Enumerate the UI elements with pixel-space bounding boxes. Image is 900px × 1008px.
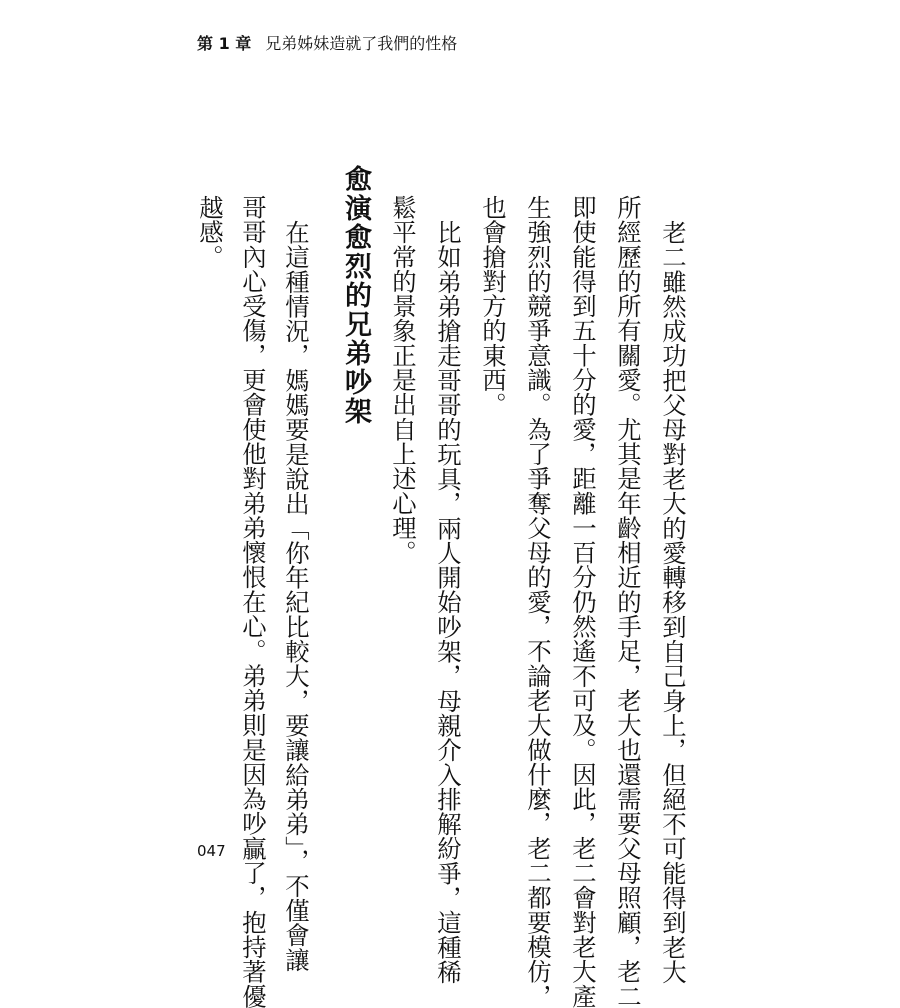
chapter-title: 兄弟姊妹造就了我們的性格 [265, 34, 458, 53]
chapter-number: 第 1 章 [197, 34, 252, 53]
text-column-10: 哥哥內心受傷，更會使他對弟弟懷恨在心。弟弟則是因為吵贏了，抱持著優 [238, 195, 267, 1008]
text-column-9: 在這種情況，媽媽要是說出「你年紀比較大，要讓給弟弟」，不僅會讓 [281, 219, 310, 972]
page-number: 047 [197, 842, 226, 860]
text-column-5: 也會搶對方的東西。 [478, 195, 507, 417]
text-column-11: 越感。 [195, 195, 224, 269]
text-column-4: 生強烈的競爭意識。為了爭奪父母的愛，不論老大做什麼，老二都要模仿， [523, 195, 552, 1008]
text-column-3: 即使能得到五十分的愛，距離一百分仍然遙不可及。因此，老二會對老大產 [568, 195, 597, 1008]
section-heading: 愈演愈烈的兄弟吵架 [340, 165, 371, 426]
text-column-1: 老二雖然成功把父母對老大的愛轉移到自己身上，但絕不可能得到老大 [658, 219, 687, 984]
text-column-6: 比如弟弟搶走哥哥的玩具，兩人開始吵架，母親介入排解紛爭，這種稀 [433, 219, 462, 984]
text-column-2: 所經歷的所有關愛。尤其是年齡相近的手足，老大也還需要父母照顧，老二 [613, 195, 642, 1008]
running-header [197, 33, 457, 55]
text-column-7: 鬆平常的景象正是出自上述心理。 [388, 195, 417, 565]
